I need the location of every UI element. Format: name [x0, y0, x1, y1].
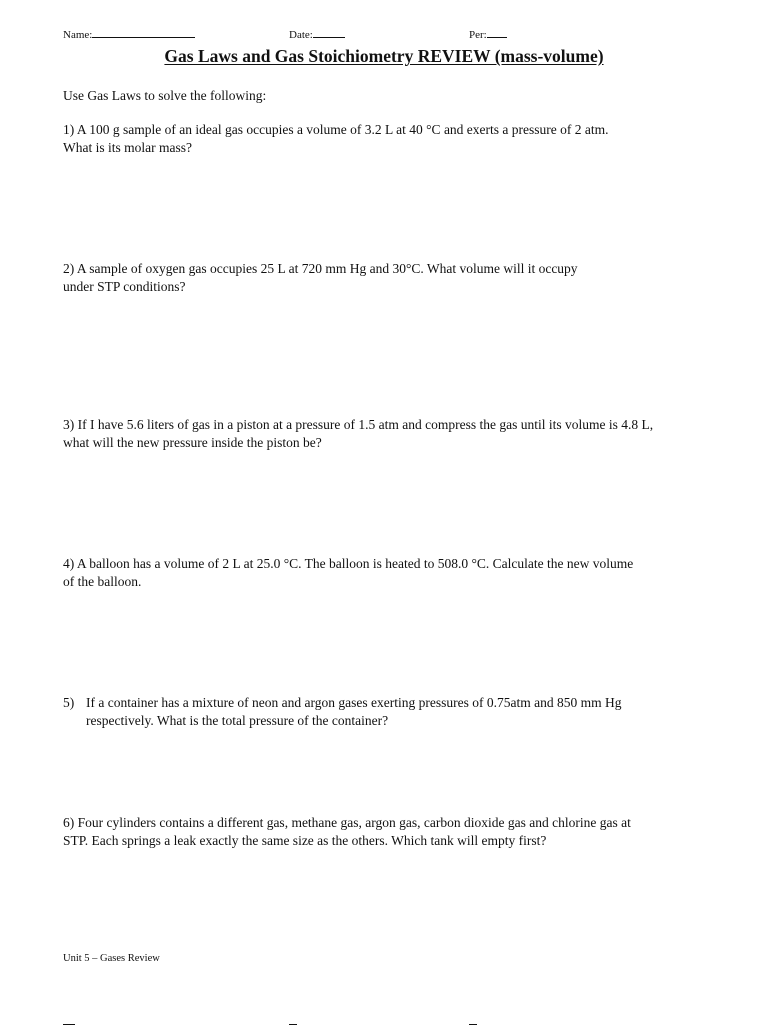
name-field: [63, 27, 195, 41]
date-field: [289, 27, 345, 41]
period-label: Per:: [469, 29, 487, 41]
question-6-line-2: STP. Each springs a leak exactly the same size as the others. Which tank will empty first?: [63, 833, 547, 848]
question-1-line-1: 1) A 100 g sample of an ideal gas occupies a volume of 3.2 L at 40 °C and exerts a pressure of 2 atm.: [63, 122, 609, 137]
date-label: Date:: [289, 29, 313, 41]
question-5-line-1: If a container has a mixture of neon and argon gases exerting pressures of 0.75atm and 850 mm Hg: [86, 695, 622, 710]
date-blank: [313, 27, 345, 38]
period-blank: [487, 27, 507, 38]
question-1-line-2: What is its molar mass?: [63, 140, 192, 155]
question-3-line-2: what will the new pressure inside the piston be?: [63, 435, 322, 450]
page-title: Gas Laws and Gas Stoichiometry REVIEW (mass-volume): [164, 46, 604, 66]
question-5-line-2: respectively. What is the total pressure of the container?: [86, 713, 389, 728]
question-4-line-2: of the balloon.: [63, 574, 142, 589]
page-footer: Unit 5 – Gases Review: [63, 953, 160, 964]
question-2-line-2: under STP conditions?: [63, 279, 186, 294]
name-label: Name:: [63, 29, 93, 41]
question-5-number: 5): [63, 695, 75, 710]
name-blank: [92, 27, 195, 38]
instructions: Use Gas Laws to solve the following:: [63, 88, 267, 103]
question-6-line-1: 6) Four cylinders contains a different gas, methane gas, argon gas, carbon dioxide gas and chlorine gas at: [63, 815, 631, 830]
question-2-line-1: 2) A sample of oxygen gas occupies 25 L at 720 mm Hg and 30°C. What volume will it occupy: [63, 261, 578, 276]
question-3-line-1: 3) If I have 5.6 liters of gas in a piston at a pressure of 1.5 atm and compress the gas until its volume is 4.8 L,: [63, 417, 654, 432]
period-field: [469, 27, 507, 41]
question-4-line-1: 4) A balloon has a volume of 2 L at 25.0 °C. The balloon is heated to 508.0 °C. Calculate the new volume: [63, 556, 634, 571]
